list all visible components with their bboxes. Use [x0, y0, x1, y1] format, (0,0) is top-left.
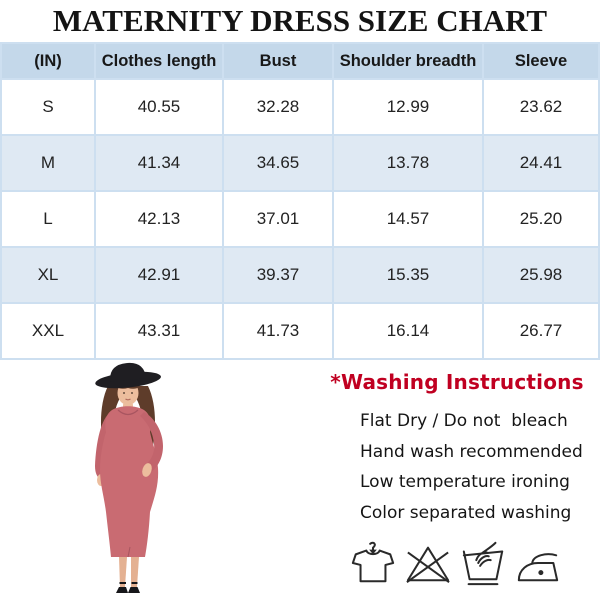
table-header-row: [2, 44, 598, 78]
size-label: XL: [2, 248, 94, 302]
model-left-shoe: [116, 587, 128, 593]
column-header-shoulder-breadth: Shoulder breadth: [334, 44, 482, 78]
model-hat: [94, 360, 162, 391]
table-cell: 40.55: [96, 80, 222, 134]
do-not-bleach-icon: [405, 540, 451, 586]
table-cell: 34.65: [224, 136, 332, 190]
washing-instructions-title: *Washing Instructions: [330, 370, 584, 394]
column-header-unit: (IN): [2, 44, 94, 78]
table-cell: 15.35: [334, 248, 482, 302]
table-cell: 32.28: [224, 80, 332, 134]
table-cell: 37.01: [224, 192, 332, 246]
table-row-xxl: [2, 304, 598, 358]
column-header-clothes-length: Clothes length: [96, 44, 222, 78]
table-cell: 16.14: [334, 304, 482, 358]
table-cell: 41.34: [96, 136, 222, 190]
washing-instruction-line: Flat Dry / Do not bleach: [360, 411, 568, 431]
table-cell: 23.62: [484, 80, 598, 134]
model-illustration: [40, 360, 280, 595]
size-label: L: [2, 192, 94, 246]
table-cell: 25.98: [484, 248, 598, 302]
model-dress: [100, 406, 158, 557]
model-eye: [123, 392, 125, 394]
washing-instruction-line: Hand wash recommended: [360, 441, 583, 462]
hand-wash-icon: [460, 540, 506, 586]
size-table: [0, 42, 600, 360]
bottom-section: [0, 360, 600, 596]
table-cell: 25.20: [484, 192, 598, 246]
table-cell: 42.13: [96, 192, 222, 246]
model-eye: [131, 392, 133, 394]
table-cell: 42.91: [96, 248, 222, 302]
column-header-sleeve: Sleeve: [484, 44, 598, 78]
model-right-shoe: [128, 587, 140, 593]
table-cell: 13.78: [334, 136, 482, 190]
care-icons-row: [350, 540, 600, 586]
table-row-l: [2, 192, 598, 246]
washing-instructions: [300, 360, 600, 596]
table-cell: 24.41: [484, 136, 598, 190]
flat-dry-shirt-icon: [350, 540, 396, 586]
iron-low-temperature-icon: [515, 540, 561, 586]
table-row-xl: [2, 248, 598, 302]
column-header-bust: Bust: [224, 44, 332, 78]
size-label: S: [2, 80, 94, 134]
table-cell: 26.77: [484, 304, 598, 358]
table-row-s: [2, 80, 598, 134]
table-cell: 39.37: [224, 248, 332, 302]
table-cell: 43.31: [96, 304, 222, 358]
table-cell: 41.73: [224, 304, 332, 358]
model-photo: [0, 360, 300, 596]
table-cell: 14.57: [334, 192, 482, 246]
size-label: XXL: [2, 304, 94, 358]
title-bar: [0, 0, 600, 42]
washing-instruction-line: Low temperature ironing: [360, 472, 570, 492]
table-row-m: [2, 136, 598, 190]
washing-instruction-line: Color separated washing: [360, 502, 572, 523]
size-label: M: [2, 136, 94, 190]
page-title: MATERNITY DRESS SIZE CHART: [52, 3, 548, 38]
table-cell: 12.99: [334, 80, 482, 134]
